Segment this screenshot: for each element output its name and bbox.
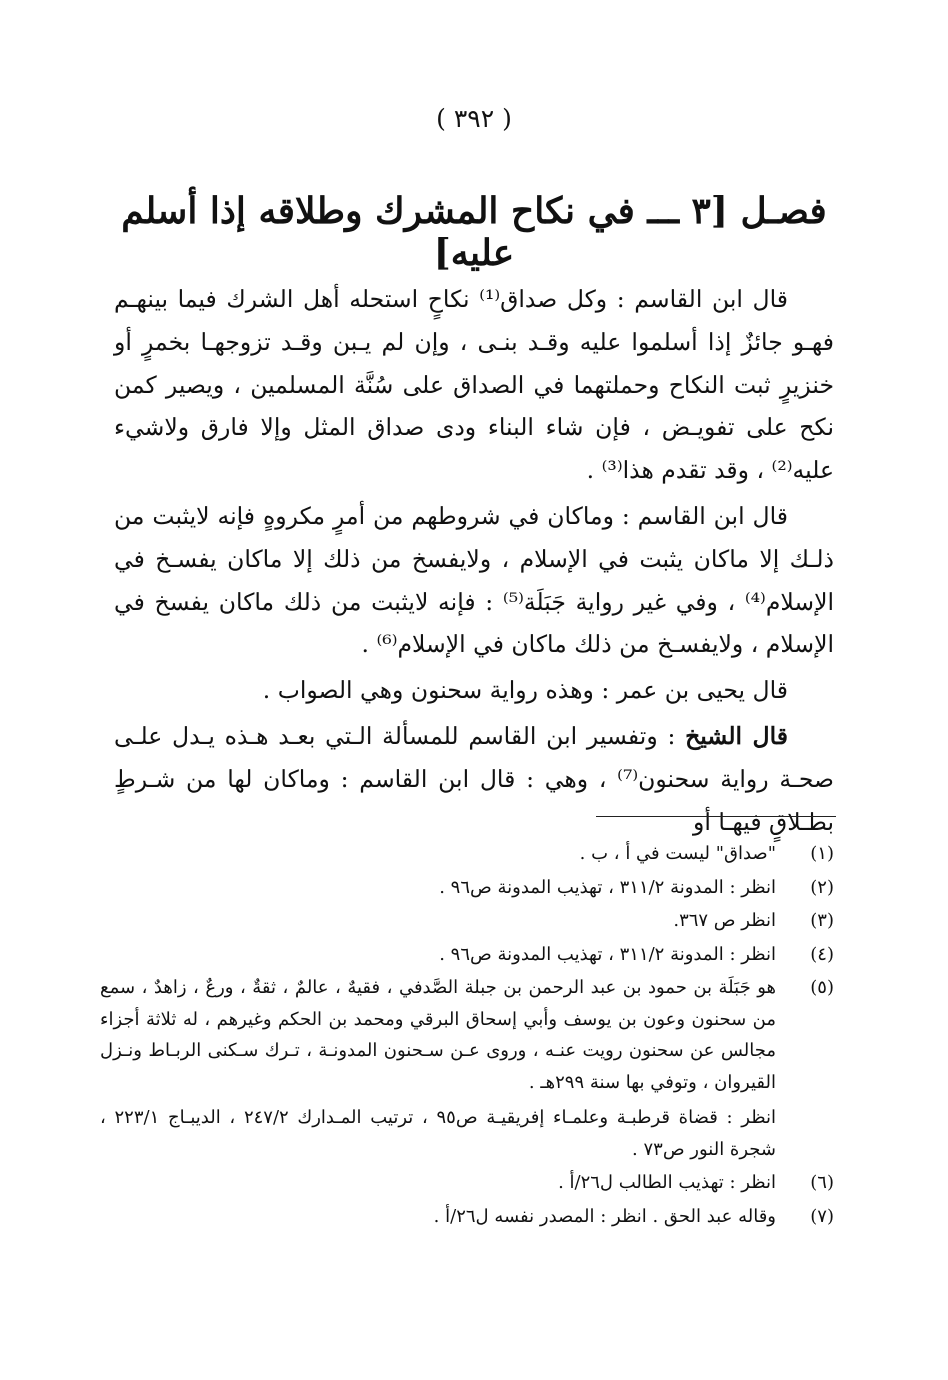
footnote-text: "صداق" ليست في أ ، ب . <box>579 843 776 864</box>
footnote-text: انظر ص ٣٦٧. <box>673 910 776 931</box>
footnote-text: انظر : المدونة ٣١١/٢ ، تهذيب المدونة ص٩٦ . <box>439 943 776 965</box>
footnotes <box>100 838 834 1234</box>
page-number: ( ٣٩٢ ) <box>436 104 512 133</box>
speaker-label: قال الشيخ <box>685 721 788 750</box>
paragraph-text: : وتفسير ابن القاسم للمسألة الـتي بعـد هـذه يـدل علـى صحـة رواية سحنون⁽⁷⁾ ، وهي : قال ابن القاسم : وماكان لها من شـرطٍ بطـلاقٍ فيهـا أو <box>114 721 834 836</box>
paragraph-text: قال ابن القاسم : وماكان في شروطهم من أمرٍ مكروهٍ فإنه لايثبت من ذلـك إلا ماكان يثبت في الإسلام ، ولايفسخ من ذلك إلا ماكان يفسـخ في الإسلام⁽⁴⁾ ، وفي غير رواية جَبَلَة⁽⁵⁾ : فإنه لايثبت من ذلك ماكان يفسخ في الإسلام ، ولايفسـخ من ذلك ماكان في الإسلام⁽⁶⁾ . <box>114 501 835 659</box>
footnote-body <box>100 972 776 1165</box>
footnote-text: وقاله عبد الحق . انظر : المصدر نفسه ل٢٦/أ . <box>433 1205 776 1227</box>
paragraph <box>114 715 834 843</box>
footnote-text: انظر : المدونة ٣١١/٢ ، تهذيب المدونة ص٩٦ . <box>439 876 776 898</box>
paragraph <box>114 669 834 712</box>
footnote-separator <box>596 816 836 817</box>
footnote-number: (٧) <box>810 1205 834 1227</box>
footnote <box>100 1167 834 1199</box>
footnote-number: (٢) <box>810 876 834 898</box>
paragraph-text: قال يحيى بن عمر : وهذه رواية سحنون وهي الصواب . <box>262 676 788 705</box>
paragraph-text: قال ابن القاسم : وكل صداق⁽¹⁾ نكاحٍ استحله أهل الشرك فيما بينهـم فهـو جائزٌ إذا أسلموا عليه وقـد بنـى ، وإن لم يـبن وقـد تزوجهـا بخمرٍ أو خنزيرٍ ثبت النكاح وحملتهما في الصداق على سُنَّة المسلمين ، ويصير كمن نكح على تفويـض ، فإن شاء البناء ودى صداق المثل وإلا فارق ولاشيء عليه⁽²⁾ ، وقد تقدم هذا⁽³⁾ . <box>114 285 834 485</box>
footnote-number: (١) <box>810 843 834 864</box>
footnote-number: (٤) <box>810 943 834 965</box>
footnote <box>100 939 834 971</box>
paragraph <box>114 278 834 492</box>
footnote <box>100 1201 834 1233</box>
main-text <box>114 278 834 846</box>
footnote-number: (٥) <box>810 977 834 998</box>
footnote <box>100 838 834 870</box>
footnote-number: (٣) <box>810 910 834 931</box>
footnote-number: (٦) <box>810 1172 834 1193</box>
footnote <box>100 972 834 1165</box>
chapter-title: فصـل [٣ ـــ في نكاح المشرك وطلاقه إذا أسلم عليه] <box>121 190 827 274</box>
paragraph <box>114 495 834 666</box>
footnote <box>100 905 834 937</box>
footnote-text: هو جَبَلَة بن حمود بن عبد الرحمن بن جبلة الصَّدفي ، فقيهٌ ، عالمٌ ، ثقةٌ ، ورعٌ ، زاهدٌ ، سمع من سحنون وعون بن يوسف وأبي إسحاق البرقي ومحمد بن الحكم وغيرهم ، له ثلاثة أجزاء مجالس عن سحنون رويت عنـه ، وروى عـن سـحنون المدونـة ، تـرك سـكنى الربـاط ونـزل القيروان ، وتوفي بها سنة ٢٩٩هـ . <box>100 977 776 1093</box>
footnote-source: انظر : قضاة قرطبـة وعلمـاء إفريقيـة ص٩٥ ، ترتيب المـدارك ٢٤٧/٢ ، الديبـاج ٢٢٣/١ ، شجرة النور ص٧٣ . <box>100 1107 776 1160</box>
footnote-text: انظر : تهذيب الطالب ل٢٦/أ . <box>558 1172 776 1193</box>
footnote <box>100 872 834 904</box>
